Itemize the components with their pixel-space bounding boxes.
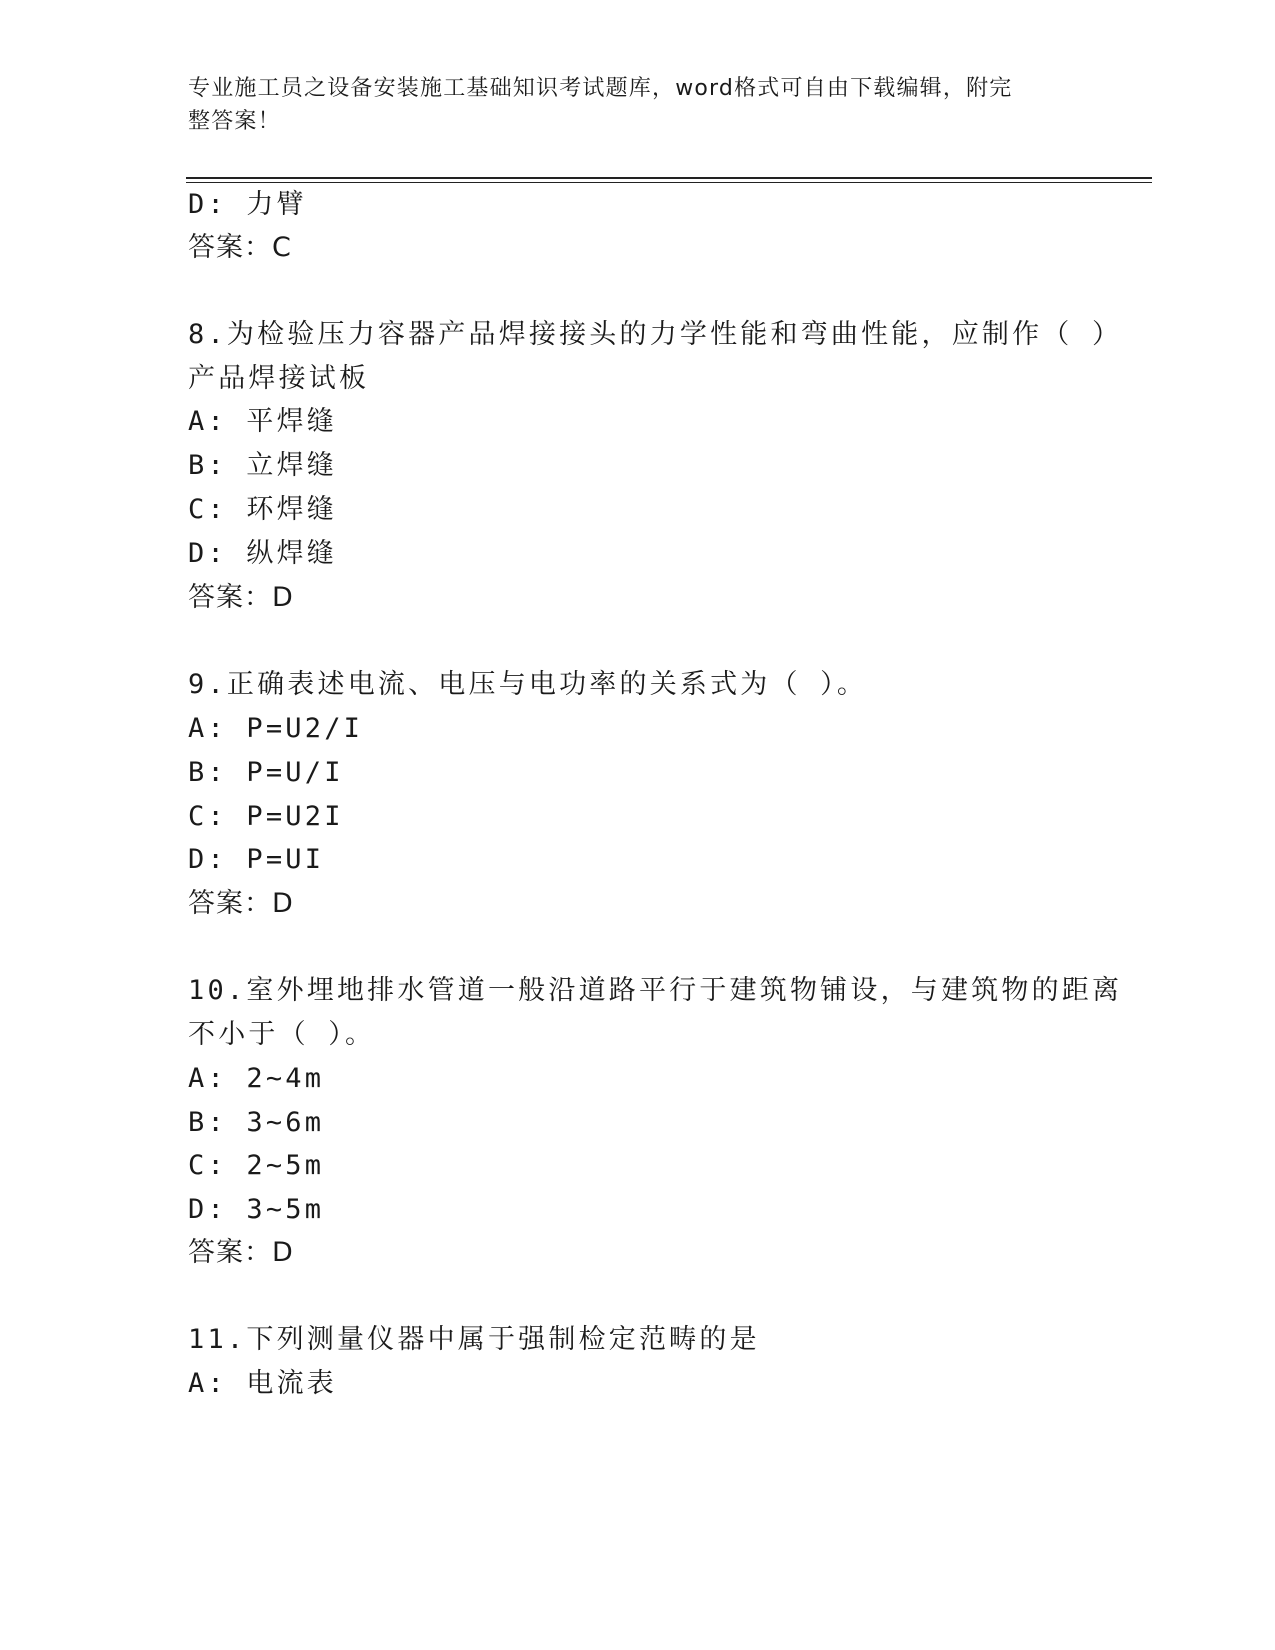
document-header [188,72,1068,138]
question-10-text-line-1: 10.室外埋地排水管道一般沿道路平行于建筑物铺设，与建筑物的距离 [188,975,1123,1006]
question-10-option-c: C: 2~5m [188,1150,325,1181]
question-11-text-line-1: 11.下列测量仪器中属于强制检定范畴的是 [188,1324,760,1355]
question-10-option-b: B: 3~6m [188,1107,325,1138]
question-8-option-b: B: 立焊缝 [188,450,337,481]
question-10-option-a: A: 2~4m [188,1063,325,1094]
question-9-text-line-1: 9.正确表述电流、电压与电功率的关系式为（ ）。 [188,669,868,700]
header-divider-thick [186,177,1152,179]
question-8-option-d: D: 纵焊缝 [188,538,337,569]
question-8-option-a: A: 平焊缝 [188,406,337,437]
question-8-text-line-1: 8.为检验压力容器产品焊接接头的力学性能和弯曲性能，应制作（ ） [188,319,1123,350]
question-8-option-c: C: 环焊缝 [188,494,337,525]
prev-question-answer: 答案：C [188,232,292,263]
question-9-option-b: B: P=U/I [188,757,344,788]
question-9-option-a: A: P=U2/I [188,713,364,744]
question-10-answer: 答案：D [188,1237,294,1268]
question-11-option-a: A: 电流表 [188,1368,337,1399]
question-10-text-line-2: 不小于（ ）。 [188,1019,376,1050]
header-title-line-1: 专业施工员之设备安装施工基础知识考试题库，word格式可自由下载编辑，附完 [188,76,1013,101]
question-8-text-line-2: 产品焊接试板 [188,363,370,394]
question-9-option-d: D: P=UI [188,844,325,875]
header-divider-thin [186,182,1152,183]
question-9-answer: 答案：D [188,888,294,919]
question-10-option-d: D: 3~5m [188,1194,325,1225]
question-8-answer: 答案：D [188,582,294,613]
header-title-line-2: 整答案！ [188,109,281,134]
question-9-option-c: C: P=U2I [188,801,344,832]
prev-question-option-d: D: 力臂 [188,189,307,220]
